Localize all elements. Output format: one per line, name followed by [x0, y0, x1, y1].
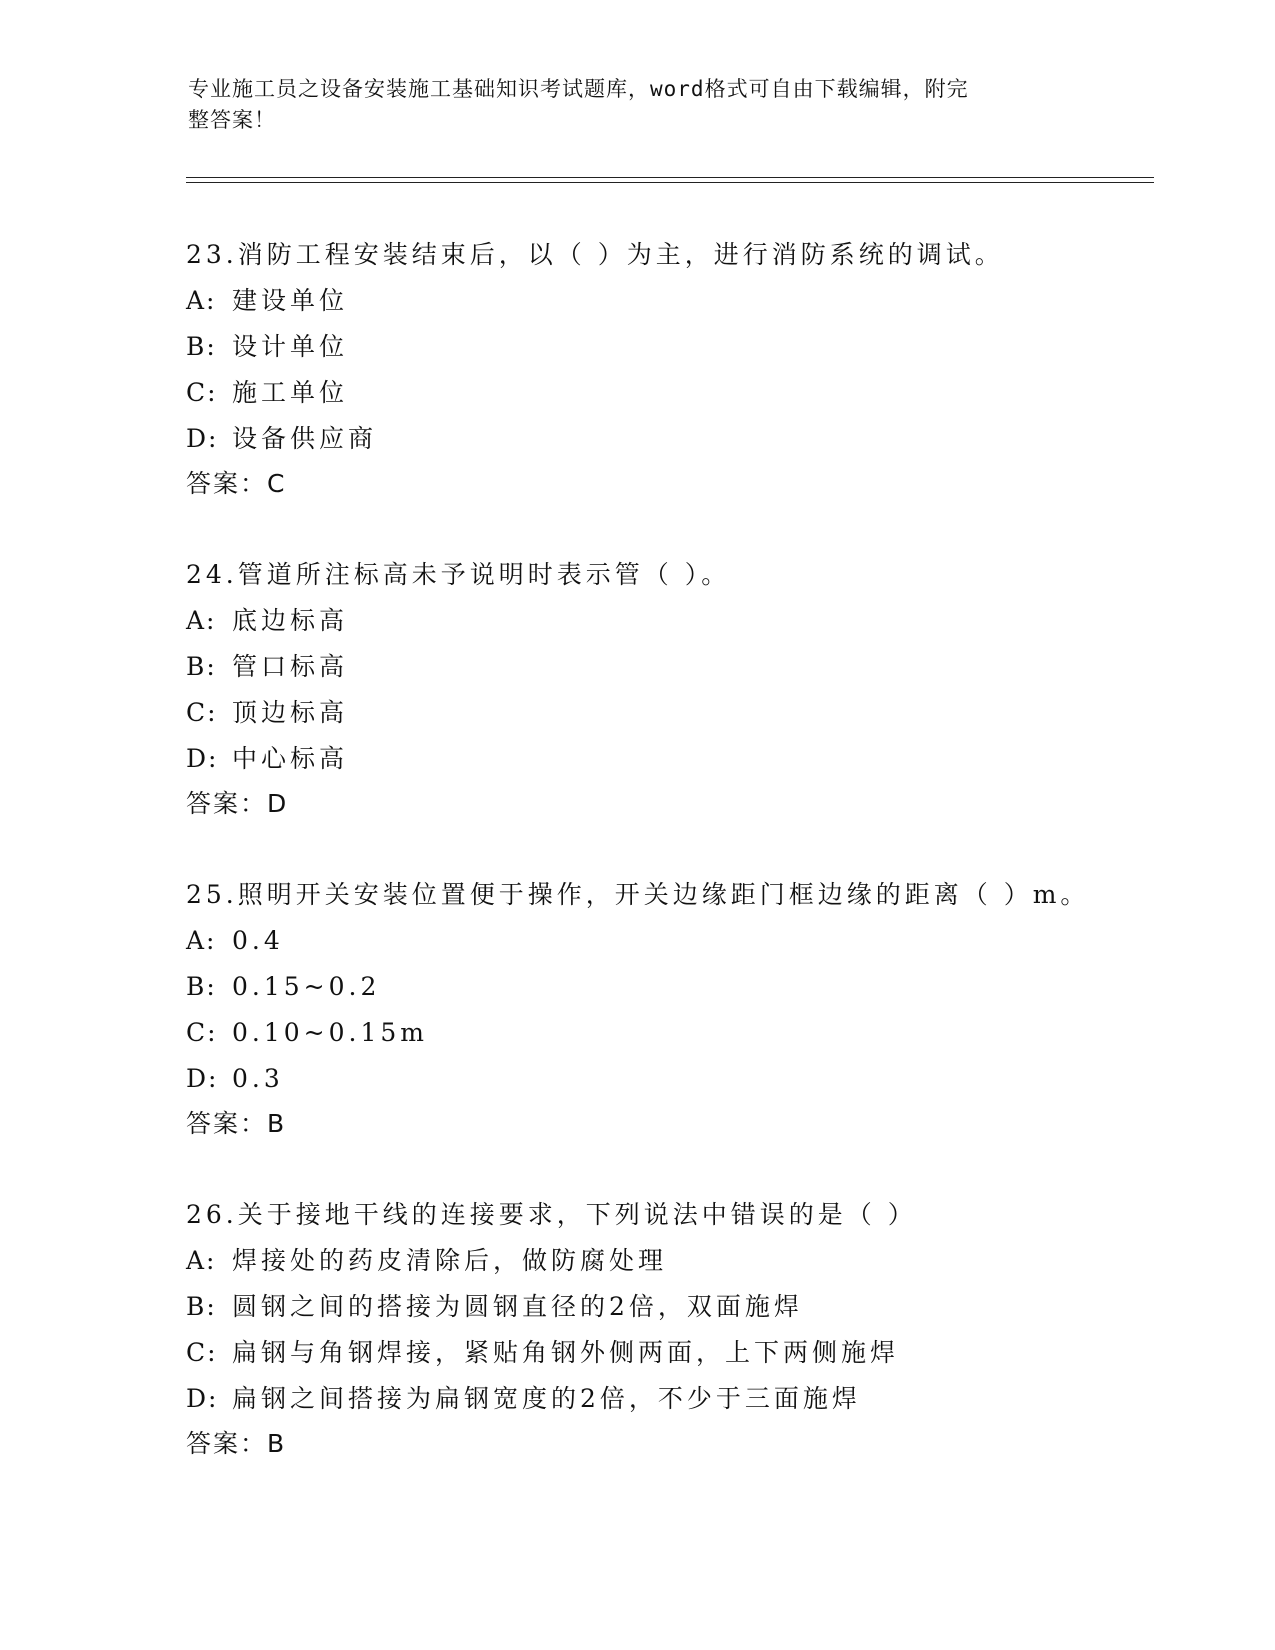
option-text: 扁钢之间搭接为扁钢宽度的2倍，不少于三面施焊: [232, 1384, 861, 1413]
option-letter: A:: [186, 1246, 217, 1275]
option-b: [186, 324, 1166, 370]
option-letter: A:: [186, 286, 217, 315]
option-d: [186, 1376, 1166, 1422]
header-divider-bottom: [186, 182, 1154, 183]
option-letter: B:: [186, 972, 217, 1001]
question-stem: 26.关于接地干线的连接要求，下列说法中错误的是（ ）: [186, 1200, 917, 1229]
question-25: [186, 872, 1166, 1146]
option-text: 设备供应商: [232, 424, 378, 453]
option-c: [186, 370, 1166, 416]
answer-line: 答案：B: [186, 1109, 287, 1138]
option-b: [186, 1284, 1166, 1330]
option-text: 建设单位: [232, 286, 349, 315]
option-text: 管口标高: [232, 652, 349, 681]
header-line-2: 整答案！: [188, 108, 276, 132]
option-d: [186, 416, 1166, 462]
question-stem: 24.管道所注标高未予说明时表示管（ ）。: [186, 560, 731, 589]
document-header: [188, 74, 1068, 136]
option-text: 0.10~0.15m: [232, 1018, 428, 1047]
header-divider-top: [186, 177, 1154, 178]
option-text: 0.4: [232, 926, 284, 955]
option-letter: D:: [186, 744, 219, 773]
question-stem: 25.照明开关安装位置便于操作，开关边缘距门框边缘的距离（ ）m。: [186, 880, 1090, 909]
option-text: 0.15~0.2: [232, 972, 381, 1001]
option-text: 扁钢与角钢焊接，紧贴角钢外侧两面，上下两侧施焊: [232, 1338, 900, 1367]
option-letter: D:: [186, 1384, 219, 1413]
option-text: 施工单位: [232, 378, 349, 407]
option-a: [186, 598, 1166, 644]
option-letter: C:: [186, 1018, 218, 1047]
option-text: 焊接处的药皮清除后，做防腐处理: [232, 1246, 668, 1275]
option-letter: B:: [186, 652, 217, 681]
option-c: [186, 1010, 1166, 1056]
answer-line: 答案：D: [186, 789, 289, 818]
option-a: [186, 1238, 1166, 1284]
header-line-1: 专业施工员之设备安装施工基础知识考试题库，word格式可自由下载编辑，附完: [188, 77, 969, 101]
option-letter: C:: [186, 378, 218, 407]
option-d: [186, 1056, 1166, 1102]
option-c: [186, 690, 1166, 736]
option-letter: B:: [186, 332, 217, 361]
option-b: [186, 644, 1166, 690]
option-d: [186, 736, 1166, 782]
answer-line: 答案：B: [186, 1429, 287, 1458]
option-letter: D:: [186, 424, 219, 453]
option-a: [186, 918, 1166, 964]
option-text: 底边标高: [232, 606, 349, 635]
option-text: 设计单位: [232, 332, 349, 361]
question-26: [186, 1192, 1166, 1466]
option-letter: A:: [186, 606, 217, 635]
question-23: [186, 232, 1166, 506]
answer-line: 答案：C: [186, 469, 287, 498]
question-24: [186, 552, 1166, 826]
option-b: [186, 964, 1166, 1010]
option-text: 0.3: [232, 1064, 284, 1093]
option-text: 圆钢之间的搭接为圆钢直径的2倍，双面施焊: [232, 1292, 803, 1321]
option-c: [186, 1330, 1166, 1376]
question-list: [186, 232, 1166, 1512]
option-text: 中心标高: [232, 744, 349, 773]
option-letter: D:: [186, 1064, 219, 1093]
option-letter: A:: [186, 926, 217, 955]
question-stem: 23.消防工程安装结束后，以（ ）为主，进行消防系统的调试。: [186, 240, 1004, 269]
option-letter: C:: [186, 698, 218, 727]
option-letter: C:: [186, 1338, 218, 1367]
option-letter: B:: [186, 1292, 217, 1321]
option-a: [186, 278, 1166, 324]
option-text: 顶边标高: [232, 698, 349, 727]
